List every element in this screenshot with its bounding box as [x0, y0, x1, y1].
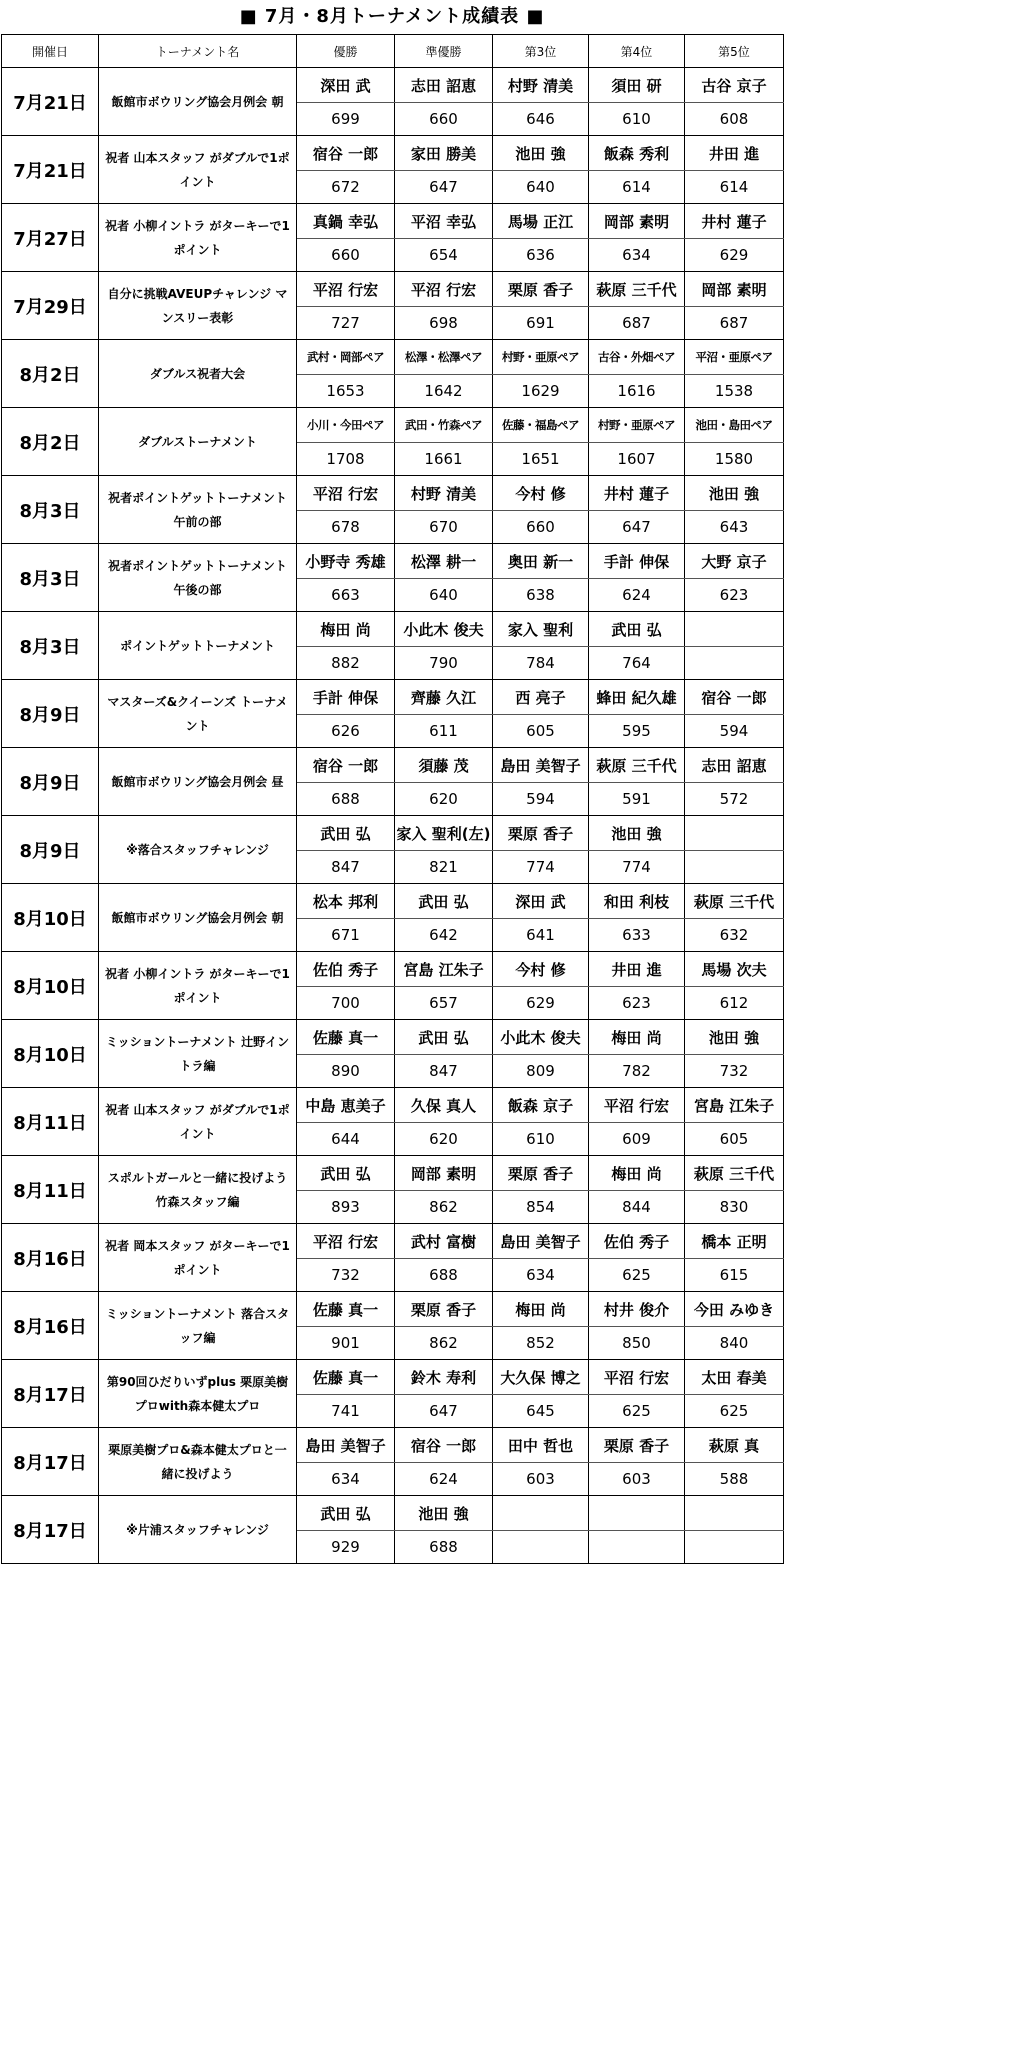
- player-score: 594: [685, 715, 784, 748]
- player-score: 644: [297, 1123, 395, 1156]
- player-name: 村野・亜原ペア: [493, 340, 589, 375]
- player-score: [589, 1531, 685, 1564]
- player-name: 池田・島田ペア: [685, 408, 784, 443]
- player-score: 640: [395, 579, 493, 612]
- date-cell: 8月11日: [2, 1156, 99, 1224]
- tournament-row: [2, 1292, 784, 1327]
- player-name: 栗原 香子: [493, 272, 589, 307]
- player-name: 平沼 行宏: [297, 476, 395, 511]
- player-score: 620: [395, 1123, 493, 1156]
- player-name: 池田 強: [685, 476, 784, 511]
- player-name: 岡部 素明: [589, 204, 685, 239]
- player-name: 村野・亜原ペア: [589, 408, 685, 443]
- player-name: 萩原 真: [685, 1428, 784, 1463]
- player-score: 610: [493, 1123, 589, 1156]
- tournament-name: 第90回ひだりいずplus 栗原美樹プロwith森本健太プロ: [99, 1360, 297, 1428]
- player-score: 634: [589, 239, 685, 272]
- player-name: [685, 612, 784, 647]
- player-score: 830: [685, 1191, 784, 1224]
- player-name: 太田 春美: [685, 1360, 784, 1395]
- player-score: 929: [297, 1531, 395, 1564]
- player-score: 700: [297, 987, 395, 1020]
- player-score: 641: [493, 919, 589, 952]
- tournament-name: ※片浦スタッフチャレンジ: [99, 1496, 297, 1564]
- player-score: 660: [395, 103, 493, 136]
- player-score: 643: [685, 511, 784, 544]
- player-name: 小川・今田ペア: [297, 408, 395, 443]
- player-name: 家田 勝美: [395, 136, 493, 171]
- player-score: 688: [395, 1259, 493, 1292]
- tournament-row: [2, 680, 784, 715]
- tournament-name: 飯館市ボウリング協会月例会 朝: [99, 68, 297, 136]
- player-score: 624: [589, 579, 685, 612]
- player-score: 603: [493, 1463, 589, 1496]
- player-name: 池田 強: [589, 816, 685, 851]
- player-name: 今村 修: [493, 952, 589, 987]
- player-score: 784: [493, 647, 589, 680]
- player-name: 島田 美智子: [493, 748, 589, 783]
- player-score: 1642: [395, 375, 493, 408]
- player-name: 齊藤 久江: [395, 680, 493, 715]
- player-name: 萩原 三千代: [685, 1156, 784, 1191]
- player-name: 島田 美智子: [493, 1224, 589, 1259]
- player-score: 629: [685, 239, 784, 272]
- player-score: 645: [493, 1395, 589, 1428]
- player-name: 池田 強: [493, 136, 589, 171]
- player-score: 605: [493, 715, 589, 748]
- date-cell: 7月27日: [2, 204, 99, 272]
- player-score: 774: [589, 851, 685, 884]
- player-name: 佐藤 真一: [297, 1292, 395, 1327]
- date-cell: 8月3日: [2, 544, 99, 612]
- player-name: 岡部 素明: [395, 1156, 493, 1191]
- date-cell: 8月2日: [2, 408, 99, 476]
- player-score: 636: [493, 239, 589, 272]
- player-score: 862: [395, 1327, 493, 1360]
- player-name: 武田 弘: [589, 612, 685, 647]
- player-score: 821: [395, 851, 493, 884]
- player-name: 松澤 耕一: [395, 544, 493, 579]
- tournament-name: 飯館市ボウリング協会月例会 昼: [99, 748, 297, 816]
- player-name: 須藤 茂: [395, 748, 493, 783]
- player-name: 今村 修: [493, 476, 589, 511]
- player-score: 890: [297, 1055, 395, 1088]
- player-score: 609: [589, 1123, 685, 1156]
- player-score: 608: [685, 103, 784, 136]
- player-score: 594: [493, 783, 589, 816]
- tournament-row: [2, 1496, 784, 1531]
- player-score: 614: [589, 171, 685, 204]
- player-score: 670: [395, 511, 493, 544]
- player-score: [685, 851, 784, 884]
- player-name: 武田 弘: [395, 1020, 493, 1055]
- player-name: 鈴木 寿利: [395, 1360, 493, 1395]
- player-name: 中島 恵美子: [297, 1088, 395, 1123]
- player-score: 642: [395, 919, 493, 952]
- player-name: 佐藤 真一: [297, 1360, 395, 1395]
- tournament-row: [2, 68, 784, 103]
- player-score: 663: [297, 579, 395, 612]
- player-name: 深田 武: [493, 884, 589, 919]
- header-1st: 優勝: [297, 35, 395, 68]
- date-cell: 8月16日: [2, 1224, 99, 1292]
- player-name: [685, 1496, 784, 1531]
- tournament-row: [2, 544, 784, 579]
- player-score: 633: [589, 919, 685, 952]
- header-3rd: 第3位: [493, 35, 589, 68]
- player-name: 宿谷 一郎: [395, 1428, 493, 1463]
- player-name: 萩原 三千代: [589, 272, 685, 307]
- player-score: 611: [395, 715, 493, 748]
- tournament-row: [2, 476, 784, 511]
- player-score: 1651: [493, 443, 589, 476]
- tournament-name: 祝者 小柳イントラ がターキーで1ポイント: [99, 952, 297, 1020]
- player-name: 馬場 正江: [493, 204, 589, 239]
- header-5th: 第5位: [685, 35, 784, 68]
- player-score: 1580: [685, 443, 784, 476]
- tournament-name: スポルトガールと一緒に投げよう 竹森スタッフ編: [99, 1156, 297, 1224]
- player-score: [685, 1531, 784, 1564]
- date-cell: 8月3日: [2, 612, 99, 680]
- player-name: [589, 1496, 685, 1531]
- player-score: 844: [589, 1191, 685, 1224]
- tournament-row: [2, 340, 784, 375]
- date-cell: 8月16日: [2, 1292, 99, 1360]
- player-score: 1607: [589, 443, 685, 476]
- player-score: 646: [493, 103, 589, 136]
- player-score: 850: [589, 1327, 685, 1360]
- player-score: 688: [395, 1531, 493, 1564]
- player-score: 854: [493, 1191, 589, 1224]
- player-score: 698: [395, 307, 493, 340]
- player-score: 882: [297, 647, 395, 680]
- player-score: 660: [493, 511, 589, 544]
- tournament-name: ポイントゲットトーナメント: [99, 612, 297, 680]
- player-score: 764: [589, 647, 685, 680]
- player-name: 村野 清美: [395, 476, 493, 511]
- player-name: 武田・竹森ペア: [395, 408, 493, 443]
- player-name: 橋本 正明: [685, 1224, 784, 1259]
- player-name: 佐伯 秀子: [297, 952, 395, 987]
- player-score: 614: [685, 171, 784, 204]
- player-name: 宿谷 一郎: [297, 748, 395, 783]
- tournament-row: [2, 136, 784, 171]
- player-score: 623: [685, 579, 784, 612]
- player-name: 古谷 京子: [685, 68, 784, 103]
- player-name: 小此木 俊夫: [493, 1020, 589, 1055]
- player-score: 654: [395, 239, 493, 272]
- player-name: 島田 美智子: [297, 1428, 395, 1463]
- player-name: 梅田 尚: [493, 1292, 589, 1327]
- player-score: 634: [297, 1463, 395, 1496]
- tournament-name: 祝者 山本スタッフ がダブルで1ポイント: [99, 1088, 297, 1156]
- player-name: 武田 弘: [297, 1496, 395, 1531]
- player-score: 893: [297, 1191, 395, 1224]
- player-score: 852: [493, 1327, 589, 1360]
- player-name: 平沼 行宏: [395, 272, 493, 307]
- player-score: 774: [493, 851, 589, 884]
- player-name: 飯森 秀利: [589, 136, 685, 171]
- player-score: 847: [395, 1055, 493, 1088]
- player-name: 武田 弘: [297, 816, 395, 851]
- player-name: 池田 強: [685, 1020, 784, 1055]
- player-name: 家入 聖利(左): [395, 816, 493, 851]
- header-date: 開催日: [2, 35, 99, 68]
- player-score: 625: [589, 1395, 685, 1428]
- player-name: 梅田 尚: [589, 1156, 685, 1191]
- player-name: 松澤・松澤ペア: [395, 340, 493, 375]
- tournament-row: [2, 884, 784, 919]
- tournament-name: ダブルストーナメント: [99, 408, 297, 476]
- player-score: 862: [395, 1191, 493, 1224]
- date-cell: 8月10日: [2, 884, 99, 952]
- tournament-row: [2, 612, 784, 647]
- player-name: 小野寺 秀雄: [297, 544, 395, 579]
- player-score: 1653: [297, 375, 395, 408]
- player-score: 657: [395, 987, 493, 1020]
- player-score: 741: [297, 1395, 395, 1428]
- player-score: 625: [685, 1395, 784, 1428]
- tournament-name: 栗原美樹プロ&森本健太プロと一緒に投げよう: [99, 1428, 297, 1496]
- header-2nd: 準優勝: [395, 35, 493, 68]
- player-score: 671: [297, 919, 395, 952]
- player-name: 萩原 三千代: [685, 884, 784, 919]
- player-name: 宿谷 一郎: [297, 136, 395, 171]
- player-score: 691: [493, 307, 589, 340]
- player-score: 1708: [297, 443, 395, 476]
- player-name: 手計 伸保: [589, 544, 685, 579]
- date-cell: 8月9日: [2, 816, 99, 884]
- player-name: 佐藤・福島ペア: [493, 408, 589, 443]
- tournament-name: ※落合スタッフチャレンジ: [99, 816, 297, 884]
- player-name: 西 亮子: [493, 680, 589, 715]
- player-name: 深田 武: [297, 68, 395, 103]
- player-score: 678: [297, 511, 395, 544]
- player-score: 629: [493, 987, 589, 1020]
- player-name: 家入 聖利: [493, 612, 589, 647]
- player-name: 久保 真人: [395, 1088, 493, 1123]
- player-name: 飯森 京子: [493, 1088, 589, 1123]
- player-score: 672: [297, 171, 395, 204]
- player-name: 武田 弘: [395, 884, 493, 919]
- player-score: 699: [297, 103, 395, 136]
- player-name: 村野 清美: [493, 68, 589, 103]
- tournament-row: [2, 748, 784, 783]
- player-name: 蜂田 紀久雄: [589, 680, 685, 715]
- player-name: 大久保 博之: [493, 1360, 589, 1395]
- player-score: 647: [589, 511, 685, 544]
- player-score: [493, 1531, 589, 1564]
- player-score: [685, 647, 784, 680]
- player-name: 平沼 行宏: [297, 272, 395, 307]
- date-cell: 7月21日: [2, 68, 99, 136]
- player-score: 727: [297, 307, 395, 340]
- player-name: 宮島 江朱子: [395, 952, 493, 987]
- tournament-row: [2, 816, 784, 851]
- date-cell: 8月9日: [2, 680, 99, 748]
- player-score: 687: [685, 307, 784, 340]
- player-name: 志田 詔恵: [685, 748, 784, 783]
- player-score: 660: [297, 239, 395, 272]
- player-name: 馬場 次夫: [685, 952, 784, 987]
- player-name: 和田 利枝: [589, 884, 685, 919]
- header-tournament: トーナメント名: [99, 35, 297, 68]
- date-cell: 8月17日: [2, 1496, 99, 1564]
- player-name: 平沼 幸弘: [395, 204, 493, 239]
- tournament-row: [2, 408, 784, 443]
- player-score: 615: [685, 1259, 784, 1292]
- player-name: 梅田 尚: [297, 612, 395, 647]
- tournament-row: [2, 1088, 784, 1123]
- player-score: 620: [395, 783, 493, 816]
- tournament-row: [2, 1428, 784, 1463]
- player-name: [685, 816, 784, 851]
- date-cell: 8月2日: [2, 340, 99, 408]
- player-name: 武村・岡部ペア: [297, 340, 395, 375]
- player-score: 603: [589, 1463, 685, 1496]
- player-name: 須田 研: [589, 68, 685, 103]
- date-cell: 8月17日: [2, 1360, 99, 1428]
- tournament-name: 祝者 小柳イントラ がターキーで1ポイント: [99, 204, 297, 272]
- player-name: 真鍋 幸弘: [297, 204, 395, 239]
- player-score: 687: [589, 307, 685, 340]
- tournament-name: 飯館市ボウリング協会月例会 朝: [99, 884, 297, 952]
- tournament-name: ダブルス祝者大会: [99, 340, 297, 408]
- player-name: 志田 詔恵: [395, 68, 493, 103]
- tournament-name: ミッショントーナメント 辻野イントラ編: [99, 1020, 297, 1088]
- player-name: 栗原 香子: [493, 816, 589, 851]
- player-score: 847: [297, 851, 395, 884]
- tournament-row: [2, 1020, 784, 1055]
- player-name: 村井 俊介: [589, 1292, 685, 1327]
- date-cell: 8月11日: [2, 1088, 99, 1156]
- player-name: 栗原 香子: [589, 1428, 685, 1463]
- player-name: 梅田 尚: [589, 1020, 685, 1055]
- player-name: 平沼 行宏: [589, 1088, 685, 1123]
- player-score: 626: [297, 715, 395, 748]
- date-cell: 7月21日: [2, 136, 99, 204]
- player-score: 901: [297, 1327, 395, 1360]
- player-name: 松本 邦利: [297, 884, 395, 919]
- player-name: 平沼 行宏: [297, 1224, 395, 1259]
- player-score: 625: [589, 1259, 685, 1292]
- player-name: 萩原 三千代: [589, 748, 685, 783]
- player-name: 井村 蓮子: [685, 204, 784, 239]
- player-name: 田中 哲也: [493, 1428, 589, 1463]
- player-name: 奥田 新一: [493, 544, 589, 579]
- player-name: 宿谷 一郎: [685, 680, 784, 715]
- player-score: 688: [297, 783, 395, 816]
- player-name: 井田 進: [685, 136, 784, 171]
- tournament-row: [2, 952, 784, 987]
- player-name: 栗原 香子: [395, 1292, 493, 1327]
- player-score: 591: [589, 783, 685, 816]
- player-score: 647: [395, 1395, 493, 1428]
- date-cell: 8月17日: [2, 1428, 99, 1496]
- player-name: 佐藤 真一: [297, 1020, 395, 1055]
- player-score: 1538: [685, 375, 784, 408]
- tournament-row: [2, 1224, 784, 1259]
- player-name: 武村 富樹: [395, 1224, 493, 1259]
- player-score: 605: [685, 1123, 784, 1156]
- player-name: 小此木 俊夫: [395, 612, 493, 647]
- tournament-row: [2, 204, 784, 239]
- tournament-name: 祝者 山本スタッフ がダブルで1ポイント: [99, 136, 297, 204]
- player-score: 790: [395, 647, 493, 680]
- player-score: 1661: [395, 443, 493, 476]
- date-cell: 8月10日: [2, 1020, 99, 1088]
- player-name: 手計 伸保: [297, 680, 395, 715]
- player-score: 623: [589, 987, 685, 1020]
- player-name: 平沼 行宏: [589, 1360, 685, 1395]
- player-score: 647: [395, 171, 493, 204]
- tournament-name: 祝者 岡本スタッフ がターキーで1ポイント: [99, 1224, 297, 1292]
- tournament-name: 祝者ポイントゲットトーナメント 午前の部: [99, 476, 297, 544]
- player-score: 638: [493, 579, 589, 612]
- player-score: 624: [395, 1463, 493, 1496]
- player-name: 宮島 江朱子: [685, 1088, 784, 1123]
- player-score: 572: [685, 783, 784, 816]
- tournament-name: 祝者ポイントゲットトーナメント 午後の部: [99, 544, 297, 612]
- tournament-row: [2, 1156, 784, 1191]
- player-name: 岡部 素明: [685, 272, 784, 307]
- date-cell: 8月9日: [2, 748, 99, 816]
- player-score: 632: [685, 919, 784, 952]
- player-name: 池田 強: [395, 1496, 493, 1531]
- player-name: 井田 進: [589, 952, 685, 987]
- player-score: 1616: [589, 375, 685, 408]
- player-name: 武田 弘: [297, 1156, 395, 1191]
- player-name: 佐伯 秀子: [589, 1224, 685, 1259]
- player-score: 610: [589, 103, 685, 136]
- date-cell: 7月29日: [2, 272, 99, 340]
- player-name: 平沼・亜原ペア: [685, 340, 784, 375]
- player-score: 1629: [493, 375, 589, 408]
- player-score: 732: [297, 1259, 395, 1292]
- date-cell: 8月3日: [2, 476, 99, 544]
- player-score: 634: [493, 1259, 589, 1292]
- player-name: [493, 1496, 589, 1531]
- player-name: 今田 みゆき: [685, 1292, 784, 1327]
- player-name: 井村 蓮子: [589, 476, 685, 511]
- date-cell: 8月10日: [2, 952, 99, 1020]
- player-score: 640: [493, 171, 589, 204]
- player-score: 595: [589, 715, 685, 748]
- tournament-name: マスターズ&クイーンズ トーナメント: [99, 680, 297, 748]
- player-score: 840: [685, 1327, 784, 1360]
- player-score: 612: [685, 987, 784, 1020]
- tournament-name: ミッショントーナメント 落合スタッフ編: [99, 1292, 297, 1360]
- player-score: 809: [493, 1055, 589, 1088]
- results-table: [1, 34, 784, 1564]
- header-row: [2, 35, 784, 68]
- header-4th: 第4位: [589, 35, 685, 68]
- page-title: ■ 7月・8月トーナメント成績表 ■: [239, 6, 545, 27]
- player-name: 栗原 香子: [493, 1156, 589, 1191]
- tournament-row: [2, 272, 784, 307]
- player-score: 782: [589, 1055, 685, 1088]
- tournament-name: 自分に挑戦AVEUPチャレンジ マンスリー表彰: [99, 272, 297, 340]
- tournament-row: [2, 1360, 784, 1395]
- player-name: 大野 京子: [685, 544, 784, 579]
- player-score: 588: [685, 1463, 784, 1496]
- player-score: 732: [685, 1055, 784, 1088]
- player-name: 古谷・外畑ペア: [589, 340, 685, 375]
